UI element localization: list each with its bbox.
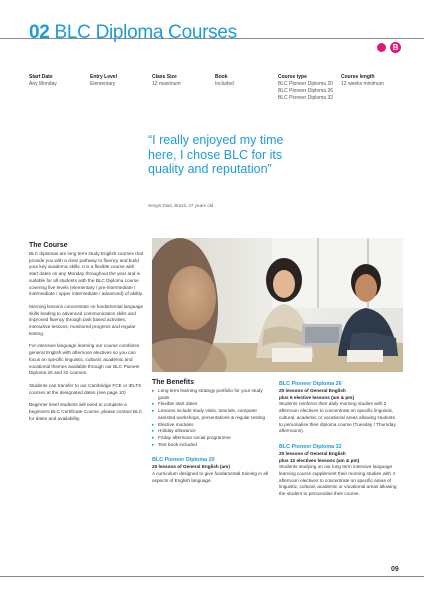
b-badge-icon xyxy=(390,42,401,53)
diploma32-text: Students studying on our long term intensive language learning course supplement their morning studies with 4 afternoon electives to concentrate on specific areas of linguistic, cultural, academic or vocational areas allowing the student to personalise their course. xyxy=(279,464,397,497)
fact-label: Course length xyxy=(341,74,375,80)
benefit-item xyxy=(152,442,269,449)
diploma26-subtitle: plus 6 elective lessons (am & pm) xyxy=(279,394,355,400)
fact-value: Included xyxy=(215,81,234,87)
bullet-icon: ▸ xyxy=(152,401,155,407)
section-title: BLC Diploma Courses xyxy=(54,22,237,43)
fact-label: Book xyxy=(215,74,228,80)
pink-dot-icon xyxy=(377,43,386,52)
course-paragraph: Students can transfer to our Cambridge FCE or IELTS courses at the designated dates (see page 10) xyxy=(29,382,142,395)
fact-value: Elementary xyxy=(90,81,116,87)
course-title: The Course xyxy=(29,242,68,249)
benefit-text: Friday afternoon social programme xyxy=(158,434,231,440)
badge-letter: B xyxy=(392,43,399,52)
benefit-text: Holiday allowance xyxy=(158,428,196,434)
benefit-text: Lessons include study visits, tutorials, computer assisted workshops, presentations & regular testing xyxy=(158,408,266,420)
fact-value: BLC Pioneer Diploma 26 xyxy=(278,88,334,94)
benefit-text: Flexible start dates xyxy=(158,401,198,407)
page-title xyxy=(29,22,237,44)
course-paragraph: For intensive language learning our course combines general English with afternoon electives so you can focus on specific linguistic, cultural, academic and vocational themes available through our BLC Pioneer Diploma 26 and 32 courses. xyxy=(29,343,140,376)
diploma26-subtitle: 20 lessons of General English xyxy=(279,388,346,393)
fact-course-length xyxy=(341,74,384,88)
footer-divider xyxy=(0,576,424,577)
diploma-details xyxy=(279,381,399,498)
fact-value: BLC Pioneer Diploma 32 xyxy=(278,95,334,101)
header-divider xyxy=(0,38,424,39)
bullet-icon: ▸ xyxy=(152,434,155,440)
benefit-item xyxy=(152,435,269,442)
fact-label: Class Size xyxy=(152,74,177,80)
diploma26-title: BLC Pioneer Diploma 26 xyxy=(279,381,342,387)
fact-value: 12 maximum xyxy=(152,81,181,87)
fact-label: Course type xyxy=(278,74,307,80)
course-section xyxy=(29,242,144,422)
diploma32-subtitle: 20 lessons of General English xyxy=(279,450,346,456)
section-number: 02 xyxy=(29,22,50,43)
benefit-item xyxy=(152,408,269,421)
bullet-icon: ▸ xyxy=(152,428,155,434)
fact-label: Start Date xyxy=(29,74,53,80)
benefit-item xyxy=(152,422,269,429)
benefits-title: The Benefits xyxy=(152,379,195,386)
diploma32-subtitle: plus 12 electives lessons (am & pm) xyxy=(279,457,360,463)
benefits-section xyxy=(152,379,269,484)
fact-label: Entry Level xyxy=(90,74,117,80)
classroom-photo xyxy=(152,238,403,372)
diploma26-text: Students reinforce their daily morning studies with 2 afternoon electives to concentrate on specific linguistic, cultural, academic or vocational areas allowing students to personalise their diploma course (Tuesday / Thursday afternoons). xyxy=(279,401,396,434)
benefit-item xyxy=(152,428,269,435)
fact-value: Any Monday xyxy=(29,81,57,87)
diploma20-text: A curriculum designed to give fundamental training in all aspects of English language. xyxy=(152,471,268,483)
quote-attribution: Sergio Dias, Brazil, 27 years old xyxy=(148,203,214,208)
diploma32-title: BLC Pioneer Diploma 32 xyxy=(279,443,342,450)
course-paragraph: BLC diplomas are long term study English courses that provide you with a clear pathway to fluency and build your key academic skills. It is a flexible course with start dates on any Monday throughout the year and is suitable for all students with the BLC Diploma course covering five levels (elementary / pre-intermediate / intermediate / upper intermediate / advanced) of ability. xyxy=(29,251,144,297)
fact-value: BLC Pioneer Diploma 20 xyxy=(278,81,334,87)
diploma20-title: BLC Pioneer Diploma 20 xyxy=(152,457,215,464)
benefit-text: Text book included xyxy=(158,441,197,447)
bullet-icon: ▸ xyxy=(152,421,155,427)
benefits-list xyxy=(152,388,269,448)
course-paragraph: Morning lessons concentrate on fundamental language skills leading to advanced communication skills and improved fluency through task based activities, interactive lessons, monitored progress and regular testing. xyxy=(29,303,144,336)
page-number: 09 xyxy=(391,566,399,573)
benefit-item xyxy=(152,401,269,408)
fact-entry-level xyxy=(90,74,117,88)
benefit-text: Long term learning strategy portfolio for your study goals xyxy=(158,388,263,400)
course-paragraph: Beginner level students will need to complete a beginners BLC Certificate Course, please contact BLC for dates and availability. xyxy=(29,402,143,421)
fact-course-type xyxy=(278,74,333,102)
fact-book xyxy=(215,74,234,88)
bullet-icon: ▸ xyxy=(152,388,155,393)
fact-value: 12 weeks minimum xyxy=(341,81,384,87)
bullet-icon: ▸ xyxy=(152,408,155,414)
bullet-icon: ▸ xyxy=(152,441,155,447)
testimonial-quote: “I really enjoyed my time here, I chose BLC for its quality and reputation” xyxy=(148,133,284,176)
fact-start-date xyxy=(29,74,57,88)
benefit-item xyxy=(152,388,269,401)
benefit-text: Elective modules xyxy=(158,421,194,427)
diploma20-subtitle: 20 lessons of General English (am) xyxy=(152,464,230,470)
fact-class-size xyxy=(152,74,181,88)
